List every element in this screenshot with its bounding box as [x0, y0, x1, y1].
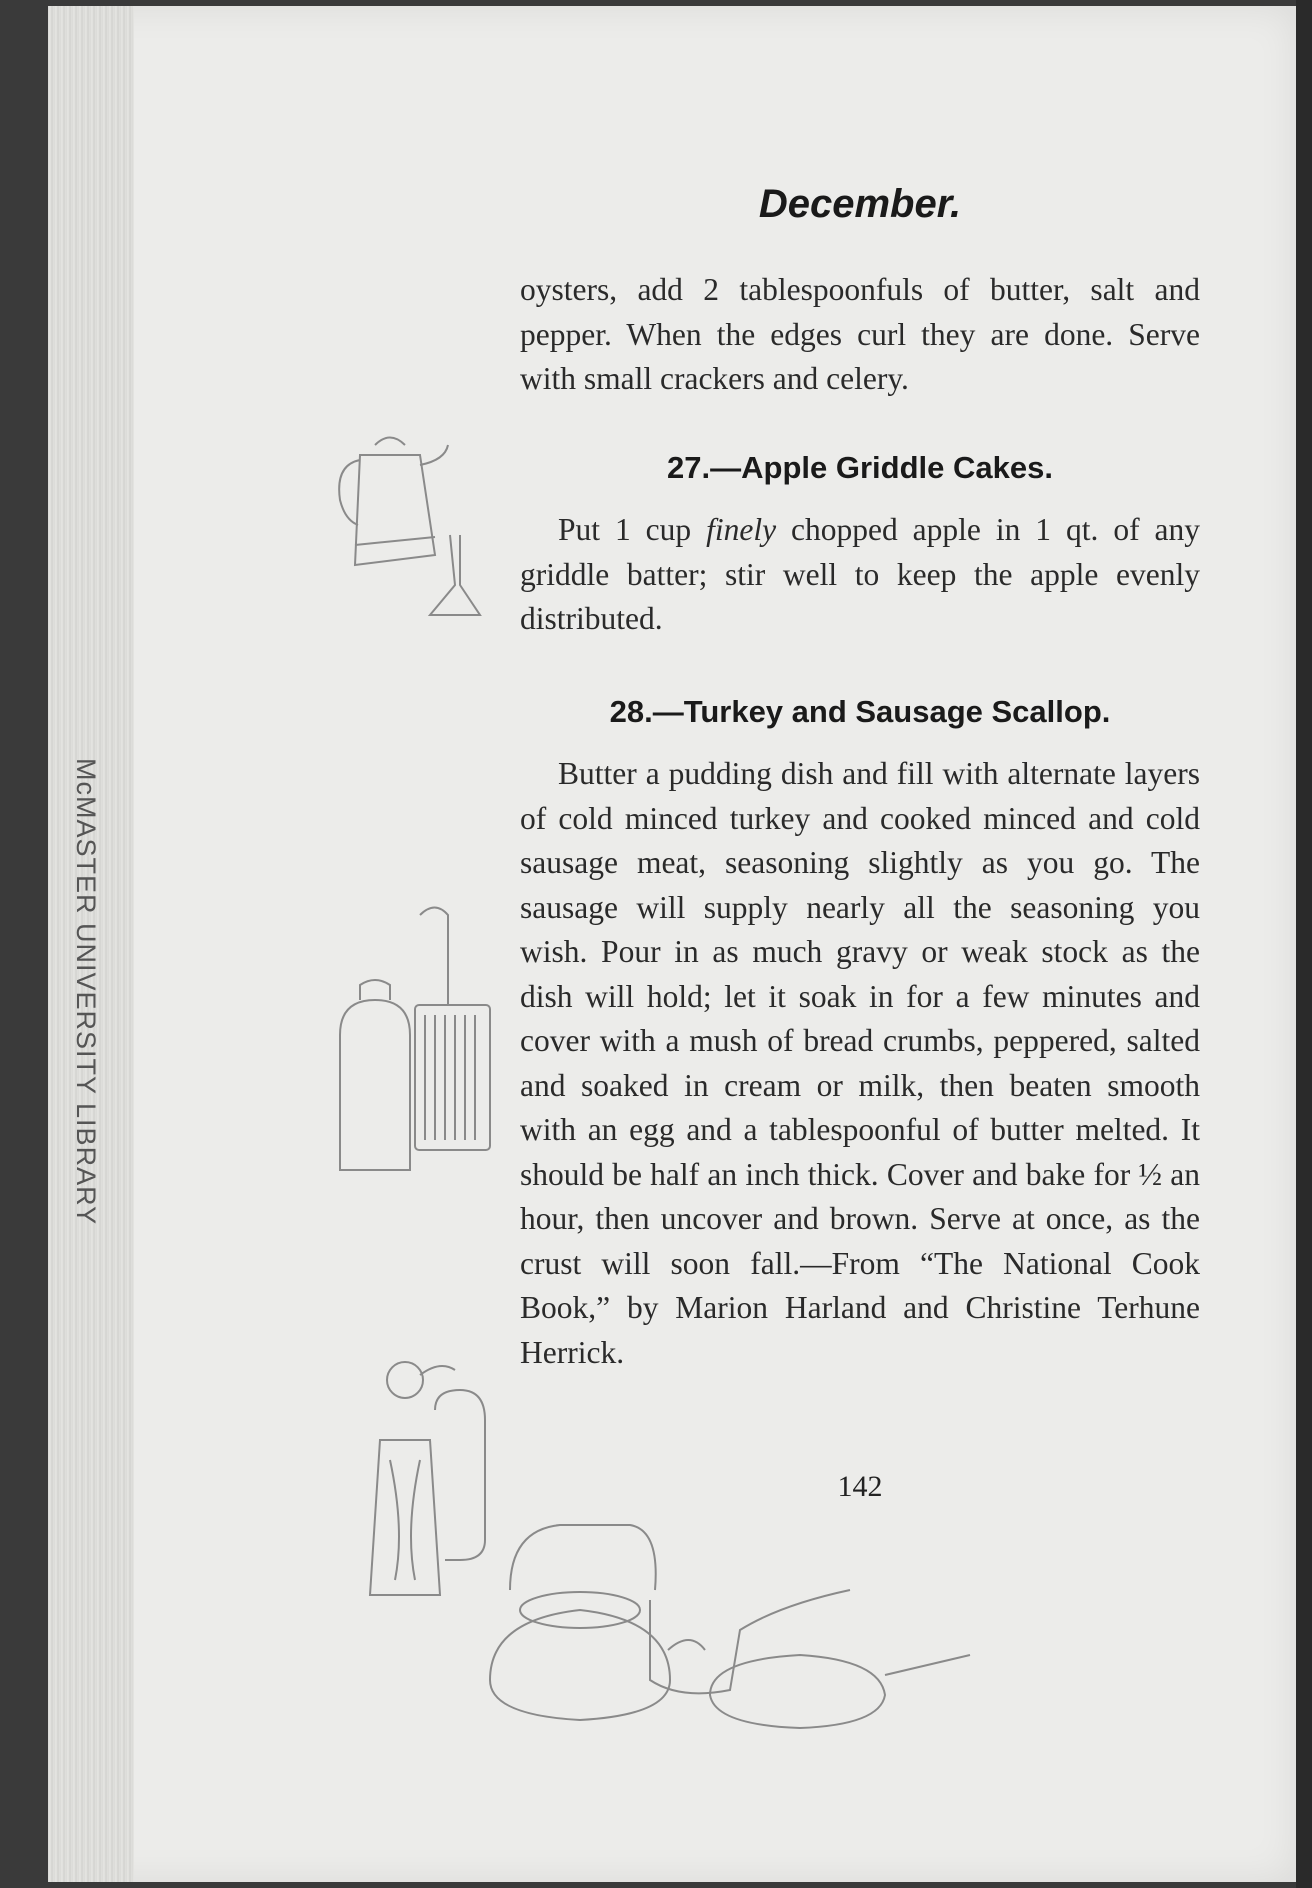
emphasis: finely [706, 512, 777, 547]
scan-border [1296, 0, 1312, 1888]
coffee-pot-illustration [330, 425, 490, 625]
bottle-grater-illustration [330, 905, 500, 1175]
page-number: 142 [837, 1470, 883, 1503]
continuation-paragraph: oysters, add 2 tablespoonfuls of butter, salt and pepper. When the edges curl they are done. Serve with small crackers and celery. [520, 272, 1200, 396]
recipe-27-text: Put 1 cup finely chopped apple in 1 qt. of any griddle batter; stir well to keep the apple evenly distributed. [520, 512, 1200, 636]
library-stamp: McMASTER UNIVERSITY LIBRARY [71, 758, 101, 1226]
recipe-28-text: Butter a pudding dish and fill with alternate layers of cold minced turkey and cooked minced and cold sausage meat, seasoning slightly as you go. The sausage will supply nearly all the seasoning you wish. Pour in as much gravy or weak stock as the dish will hold; let it soak in for a few minutes and cover with a mush of bread crumbs, peppered, salted and soaked in cream or milk, then beaten smooth with an egg and a tablespoonful of butter melted. It should be half an inch thick. Cover and bake for ½ an hour, then uncover and brown. Serve at once, as the crust will soon fall.—From “The National Cook Book,” by Marion Harland and Christine Terhune Herrick. [520, 756, 1200, 1370]
egg-beater-illustration [360, 1350, 500, 1610]
recipe-28-heading: 28.—Turkey and Sausage Scallop. [609, 694, 1111, 729]
kettle-pans-illustration [480, 1510, 980, 1740]
recipe-27-heading: 27.—Apple Griddle Cakes. [667, 450, 1053, 485]
running-head: December. [758, 182, 962, 226]
